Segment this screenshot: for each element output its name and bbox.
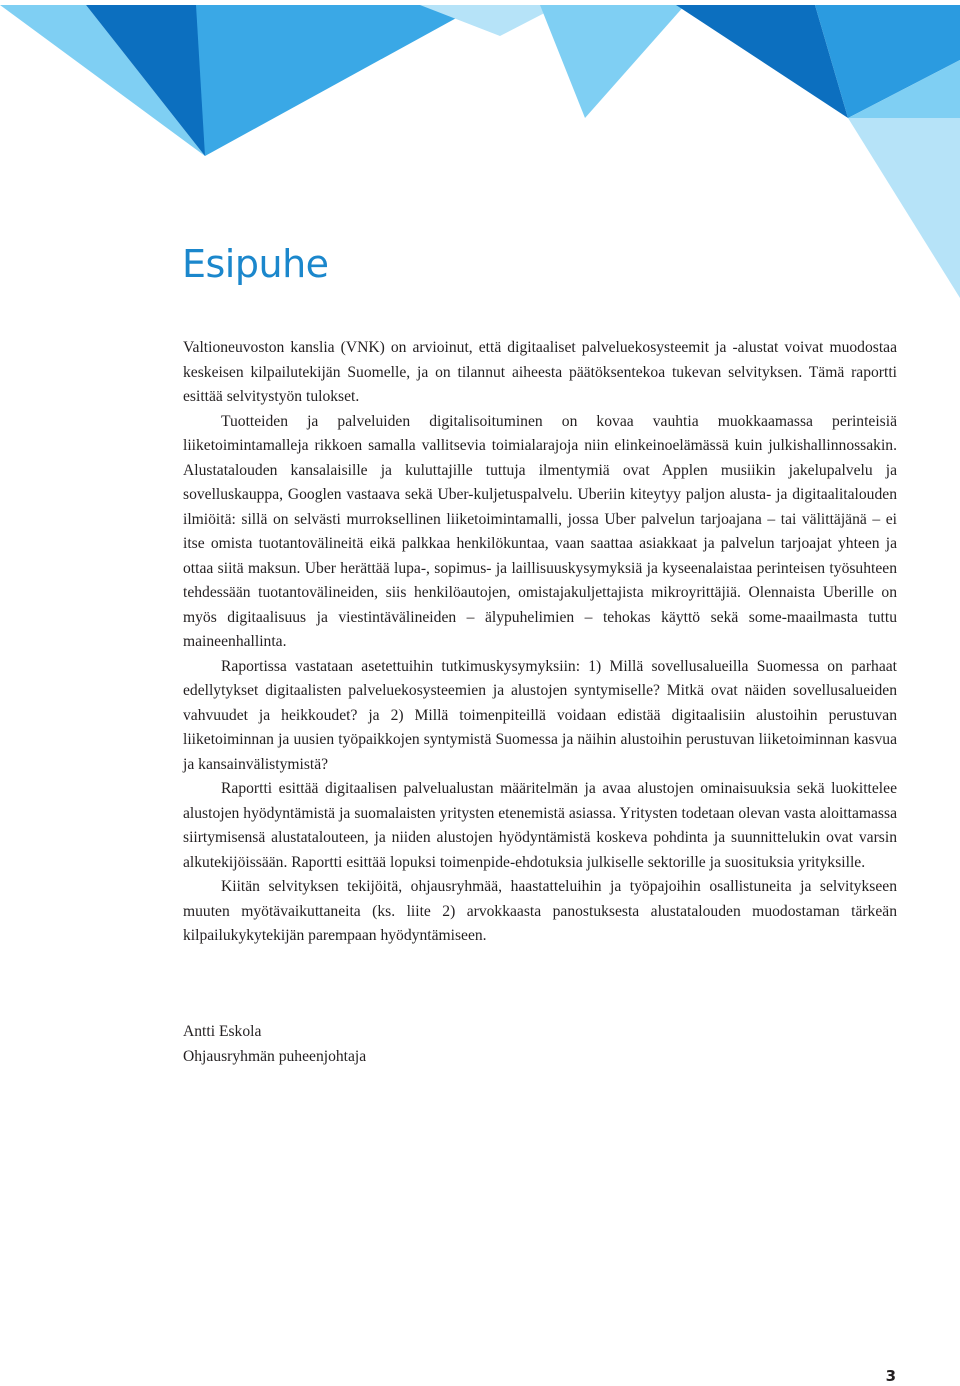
signature-block (183, 1020, 366, 1069)
header-triangle-pattern (0, 0, 960, 300)
triangle-mid-left (196, 5, 480, 156)
paragraph-4: Raportti esittää digitaalisen palvelualustan määritelmän ja avaa alustojen ominaisuuksia sekä luokittelee alustojen hyödyntämistä ja suomalaisten yritysten etenemistä asiassa. Yritysten todetaan olevan vasta aloittamassa siirtymisensä alustatalouteen, ja niiden alustojen hyödyntämistä koskeva pohdinta ja suunnittelukin ovat varsin alkutekijöissään. Raportti esittää lopuksi toimenpide-ehdotuksia julkiselle sektorille ja suosituksia yrityksille. (183, 780, 897, 871)
triangle-pale-right (848, 118, 960, 298)
paragraph-5: Kiitän selvityksen tekijöitä, ohjausryhmää, haastatteluihin ja työpajoihin osallistuneita ja selvitykseen muuten myötävaikuttaneita (ks. liite 2) arvokkaasta panostuksesta alustatalouden muodostaman tärkeän kilpailukykytekijän parempaan hyödyntämiseen. (183, 878, 897, 944)
triangle-light-center (540, 5, 685, 118)
page-number: 3 (885, 1367, 896, 1385)
preface-body (183, 336, 897, 949)
paragraph-3: Raportissa vastataan asetettuihin tutkimuskysymyksiin: 1) Millä sovellusalueilla Suomessa on parhaat edellytykset digitaalisten palveluekosysteemien ja alustojen syntymiselle? Mitkä ovat näiden sovellusalueiden vahvuudet ja heikkoudet? ja 2) Millä toimenpiteillä voidaan edistää digitaalisiin alustoihin perustuvan liiketoiminnan ja uusien työpaikkojen syntymistä Suomessa ja näihin alustoihin perustuvan liiketoiminnan kasvua ja kansainvälistymistä? (183, 657, 897, 773)
paragraph-2: Tuotteiden ja palveluiden digitalisoituminen on kovaa vauhtia muokkaamassa perinteisiä liiketoimintamalleja rikkoen samalla vallitsevia toimialarajoja niin elinkeinoelämässä kuin julkishallinnossakin. Alustatalouden kansalaisille ja kuluttajille tuttuja ilmentymiä ovat Applen musiikin jakelupalvelu ja sovelluskauppa, Googlen vastaava sekä Uber-kuljetuspalvelu. Uberiin kiteytyy paljon alusta- ja digitaalitalouden ilmiöitä: sillä on selvästi murroksellinen liiketoimintamalli, jossa Uber palvelun tarjoajana – tai välittäjänä – ei itse omista tuotantovälineitä eikä palkkaa henkilökuntaa, vaan saattaa asiakkaat ja palvelun tarjoajat yhteen ja ottaa siitä maksun. Uber herättää lupa-, sopimus- ja laillisuuskysymyksiä ja kyseenalaistaa perinteisen työsuhteen tehdessään tuotantovälineiden, siis henkilöautojen, omistajakuljettajista mikroyrittäjiä. Olennaista Uberille on myös digitaalisuus ja viestintävälineiden – älypuhelimien – tehokas käyttö sekä some-maailmasta tuttu maineenhallinta. (183, 412, 897, 650)
page-title: Esipuhe (182, 242, 329, 286)
signer-name: Antti Eskola (183, 1023, 262, 1040)
paragraph-1: Valtioneuvoston kanslia (VNK) on arvioinut, että digitaaliset palveluekosysteemit ja -alustat voivat muodostaa keskeisen kilpailutekijän Suomelle, ja on tilannut aiheesta päätöksentekoa tukevan selvityksen. Tämä raportti esittää selvitystyön tulokset. (183, 339, 897, 405)
signer-title: Ohjausryhmän puheenjohtaja (183, 1047, 367, 1065)
